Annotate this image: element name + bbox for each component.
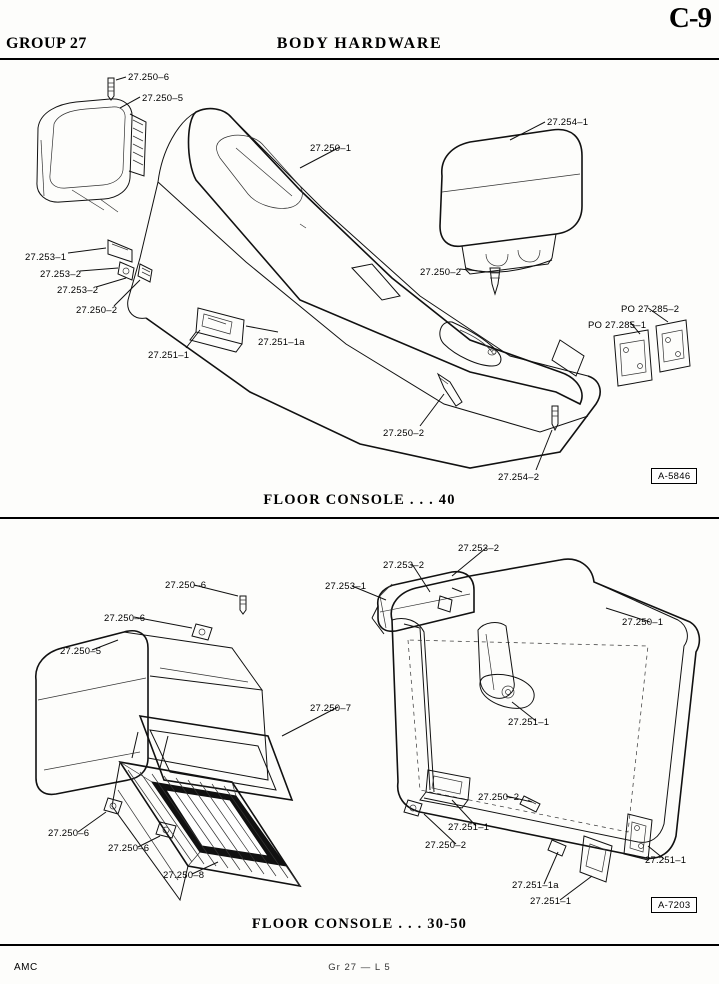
fastener-27254-2	[552, 406, 558, 430]
callout-label: 27.250–6	[104, 613, 146, 624]
fasteners-left-bottom	[104, 596, 246, 838]
console-shell-30-50	[372, 559, 699, 858]
leader-lines-bottom	[78, 548, 664, 900]
callout-label: 27.250–6	[108, 843, 150, 854]
callout-label: 27.253–2	[40, 269, 82, 280]
callout-label: 27.253–2	[57, 285, 99, 296]
callout-label: 27.251–1a	[258, 337, 305, 348]
callout-label: 27.254–1	[547, 117, 589, 128]
callout-label: 27.253–2	[458, 543, 500, 554]
figure-caption-bottom: FLOOR CONSOLE . . . 30-50	[251, 916, 468, 932]
brackets-bottom	[404, 770, 652, 882]
callout-label: 27.250–6	[128, 72, 170, 83]
callout-label: 27.251–1	[148, 350, 190, 361]
console-door-frame-27250-7	[112, 716, 300, 900]
fastener-27250-2-a	[490, 268, 500, 294]
callout-label: 27.250–2	[383, 428, 425, 439]
callout-label: 27.253–1	[325, 581, 367, 592]
bracket-27251-1a	[190, 308, 244, 352]
callout-label: 27.250–8	[163, 870, 205, 881]
callout-label: 27.251–1	[508, 717, 550, 728]
callout-label: 27.250–5	[142, 93, 184, 104]
callout-label: 27.250–2	[425, 840, 467, 851]
fastener-27250-2-b	[438, 374, 462, 406]
callout-label: 27.250–2	[76, 305, 118, 316]
bracket-27253	[108, 240, 152, 282]
page-title: BODY HARDWARE	[276, 35, 443, 52]
callout-label: 27.253–1	[25, 252, 67, 263]
callout-label: 27.250–1	[622, 617, 664, 628]
section-divider	[0, 517, 719, 519]
callout-label: 27.250–2	[478, 792, 520, 803]
callout-label: 27.250–6	[48, 828, 90, 839]
console-armrest-27254-1	[440, 130, 582, 274]
callout-label: 27.251–1	[530, 896, 572, 907]
callout-label: 27.254–2	[498, 472, 540, 483]
footer-publisher: AMC	[14, 962, 38, 973]
leader-lines-top	[68, 77, 668, 470]
page-code: C-9	[668, 2, 711, 34]
figure-id-top: A-5846	[651, 468, 697, 484]
callout-label: PO 27.285–1	[588, 320, 647, 331]
figure-id-bottom: A-7203	[651, 897, 697, 913]
callout-label: 27.250–5	[60, 646, 102, 657]
group-label: GROUP 27	[6, 35, 87, 52]
callout-label: 27.251–1	[645, 855, 687, 866]
footer-divider	[0, 944, 719, 946]
fastener-27250-6	[108, 78, 114, 100]
floor-console-body	[128, 109, 600, 468]
header-divider	[0, 58, 719, 60]
callout-label: 27.250–6	[165, 580, 207, 591]
callout-label: 27.251–1a	[512, 880, 559, 891]
callout-label: 27.250–7	[310, 703, 352, 714]
callout-label: 27.250–1	[310, 143, 352, 154]
callout-label: PO 27.285–2	[621, 304, 680, 315]
callout-label: 27.251–1	[448, 822, 490, 833]
console-lid-top	[37, 99, 146, 212]
footer-reference: Gr 27 — L 5	[328, 962, 391, 973]
figure-caption-top: FLOOR CONSOLE . . . 40	[263, 492, 456, 508]
callout-label: 27.253–2	[383, 560, 425, 571]
callout-label: 27.250–2	[420, 267, 462, 278]
